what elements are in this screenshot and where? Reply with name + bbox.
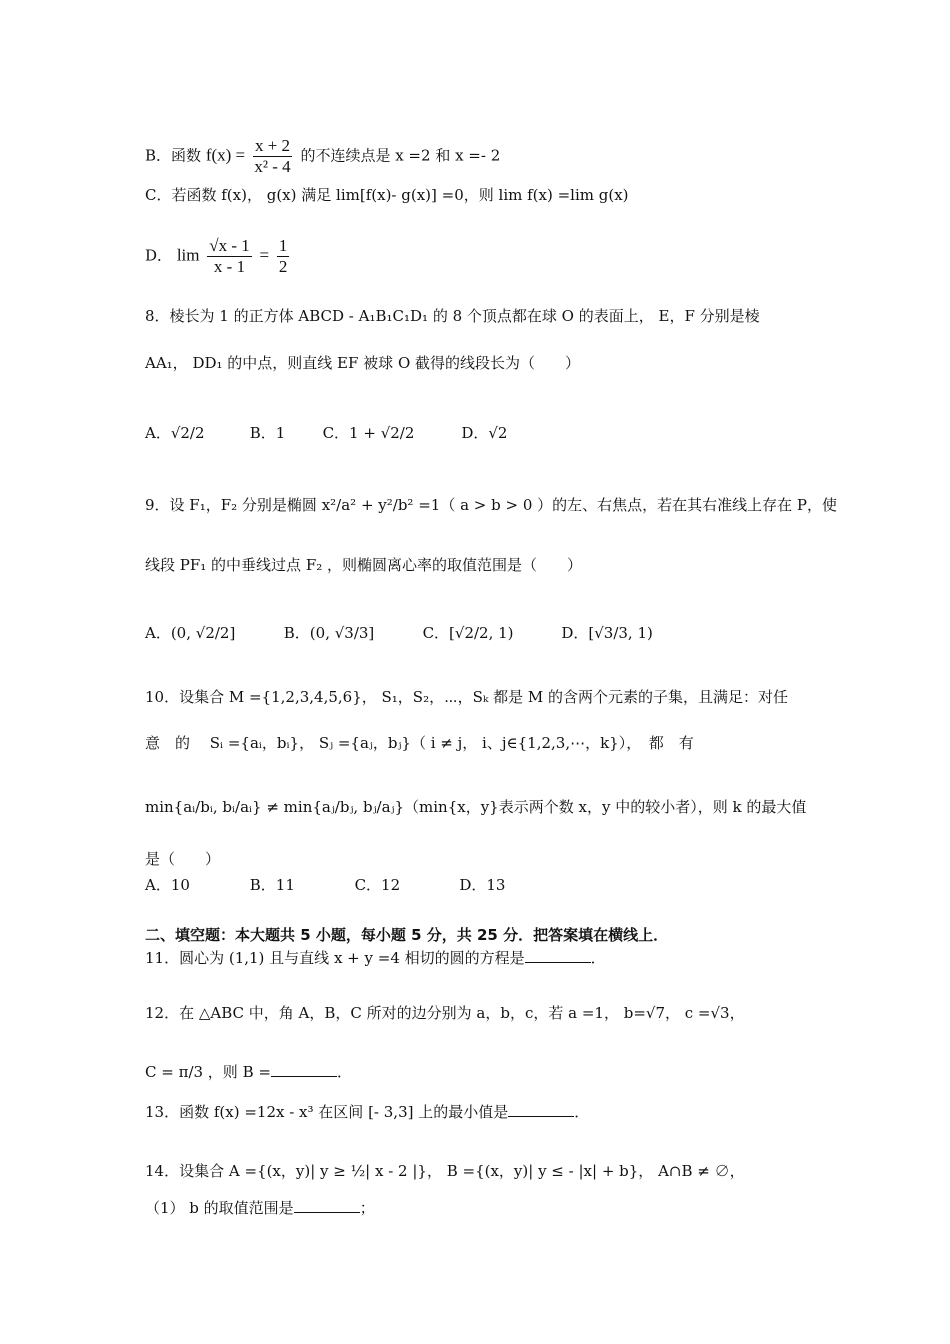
q9-option-a: A．(0, √2/2] [145,624,236,642]
q7b-fraction [252,136,292,177]
q13-answer-blank[interactable] [508,1100,574,1117]
q8-option-a: A．√2/2 [145,424,205,442]
q9-option-b: B．(0, √3/3] [283,624,375,642]
q8-line-1: 8．棱长为 1 的正方体 ABCD - A₁B₁C₁D₁ 的 8 个顶点都在球 O 的表面上， E，F 分别是棱 [145,307,760,325]
q8-option-d: D．√2 [461,424,508,442]
q7b-func: f(x) = [205,145,250,165]
q12-period: ． [336,1063,352,1081]
q7-option-d [145,236,805,277]
q11-text: 11．圆心为 (1,1) 且与直线 x + y =4 相切的圆的方程是 [145,949,525,967]
q14-semicolon: ； [359,1199,375,1217]
section-2-heading: 二、填空题：本大题共 5 小题，每小题 5 分，共 25 分．把答案填在横线上． [145,926,669,944]
q7d-numerator: √x - 1 [209,236,250,255]
q7-option-b [145,136,805,177]
q7d-fraction [207,236,252,277]
q10-option-a: A．10 [145,876,190,894]
q12-line-2 [145,1060,805,1083]
q9-line-2: 线段 PF₁ 的中垂线过点 F₂ ，则椭圆离心率的取值范围是（ ） [145,556,583,574]
q7d-denominator: x - 1 [213,257,246,276]
q14-text: （1） b 的取值范围是 [145,1199,294,1217]
q7d-equals: = [259,245,270,265]
q10-option-b: B．11 [249,876,295,894]
q10-line-4: 是（ ） [145,850,221,868]
q8-options [145,422,805,444]
q12-line-1: 12．在 △ABC 中，角 A，B，C 所对的边分别为 a，b，c，若 a =1， b=√7， c =√3， [145,1004,745,1022]
q11-period: ． [590,949,606,967]
q11-answer-blank[interactable] [525,946,591,963]
q11 [145,946,805,969]
q8-option-b: B．1 [249,424,286,442]
q10-line-3: min{aᵢ/bᵢ, bᵢ/aᵢ} ≠ min{aⱼ/bⱼ, bⱼ/aⱼ}（min{x，y}表示两个数 x，y 中的较小者），则 k 的最大值 [145,798,807,816]
q9-option-c: C．[√2/2, 1) [422,624,514,642]
q10-option-d: D．13 [459,876,506,894]
q10-option-c: C．12 [354,876,401,894]
q14-line-2 [145,1196,805,1219]
q9-line-1: 9．设 F₁，F₂ 分别是椭圆 x²/a² + y²/b² =1（ a > b > 0 ）的左、右焦点，若在其右准线上存在 P，使 [145,496,838,514]
q14-line-1: 14．设集合 A ={(x，y)| y ≥ ½| x - 2 |}， B ={(x，y)| y ≤ - |x| + b}， A∩B ≠ ∅， [145,1162,745,1180]
q8-option-c: C．1 + √2/2 [322,424,415,442]
q7d-result-den: 2 [278,257,288,276]
q8-line-2: AA₁， DD₁ 的中点，则直线 EF 被球 O 截得的线段长为（ ） [145,354,581,372]
q7b-text: 的不连续点是 x =2 和 x =- 2 [300,146,501,165]
q13-period: ． [574,1103,590,1121]
q12-text: C = π/3 ，则 B = [145,1063,271,1081]
q7d-label: D． [145,246,173,265]
q10-options [145,874,805,896]
q9-option-d: D．[√3/3, 1) [561,624,653,642]
q10-line-1: 10．设集合 M ={1,2,3,4,5,6}， S₁，S₂，⋯，Sₖ 都是 M 的含两个元素的子集，且满足：对任 [145,688,788,706]
q7b-numerator: x + 2 [254,136,291,155]
q7-option-c: C．若函数 f(x)， g(x) 满足 lim[f(x)- g(x)] =0，则 lim f(x) =lim g(x) [145,186,629,204]
q7b-label: B．函数 [145,146,202,165]
q7d-lim: lim [176,245,200,265]
q7d-result-num: 1 [278,236,288,255]
q12-answer-blank[interactable] [271,1060,337,1077]
q14-answer-blank[interactable] [294,1196,360,1213]
q9-options [145,622,805,644]
q13-text: 13．函数 f(x) =12x - x³ 在区间 [- 3,3] 上的最小值是 [145,1103,509,1121]
q13 [145,1100,805,1123]
q10-line-2: 意 的 Sᵢ ={aᵢ，bᵢ}， Sⱼ ={aⱼ，bⱼ}（ i ≠ j， i、j∈{1,2,3,⋯，k}）， 都 有 [145,734,694,752]
q7b-denominator: x² - 4 [254,157,291,176]
q7d-result [277,236,290,277]
